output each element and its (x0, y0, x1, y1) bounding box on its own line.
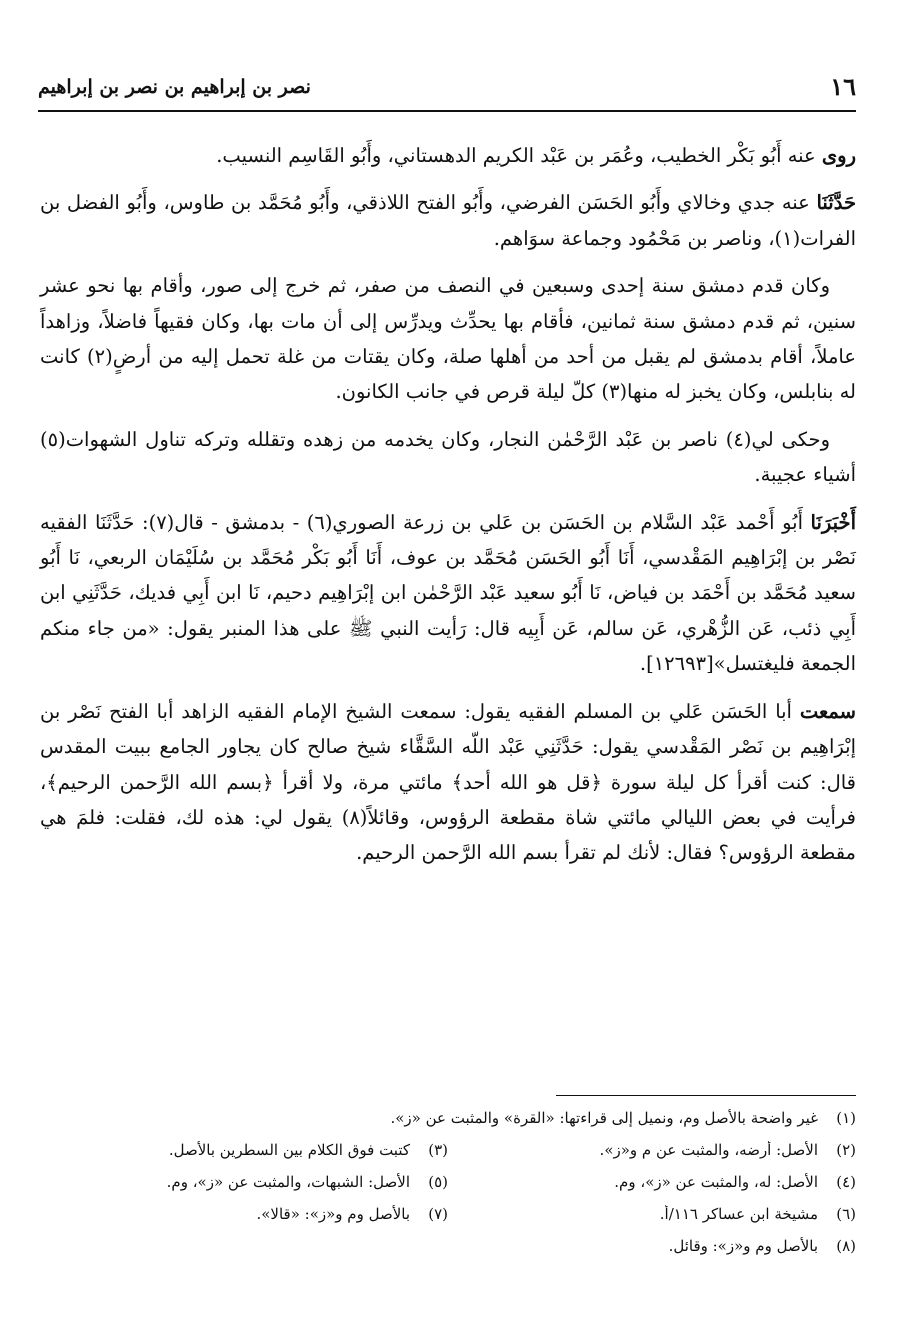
paragraph (40, 138, 856, 173)
footnote-text: الأصل: أرضه، والمثبت عن م و«ز». (599, 1141, 818, 1159)
footnote-number: (١) (836, 1109, 856, 1127)
footnote-separator (556, 1095, 856, 1096)
footnote-text: غير واضحة بالأصل وم، ونميل إلى قراءتها: «القرة» والمثبت عن «ز». (390, 1109, 818, 1127)
footnote (40, 1237, 856, 1255)
footnote-text: مشيخة ابن عساكر ١١٦/أ. (659, 1205, 818, 1223)
footnote-number: (٦) (836, 1205, 856, 1223)
paragraph-lead: حَدَّثَنَا (816, 191, 856, 215)
footnote-text: الأصل: له، والمثبت عن «ز»، وم. (614, 1173, 818, 1191)
paragraph-text: عنه جدي وخالاي وأَبُو الحَسَن الفرضي، وأَبُو الفتح اللاذقي، وأَبُو مُحَمَّد بن طاوس، وأَبُو الفضل بن الفرات(١)، وناصر بن مَحْمُود وجماعة سوَاهم. (40, 191, 856, 250)
footnote-number: (٣) (428, 1141, 448, 1159)
footnote-number: (٨) (836, 1237, 856, 1255)
paragraph-text: أَبُو أَحْمد عَبْد السَّلام بن الحَسَن بن عَلي بن زرعة الصوري(٦) - بدمشق - قال(٧): حَدَّثَنَا الفقيه نَصْر بن إبْرَاهِيم المَقْدسي، أَنَا أَبُو الحَسَن مُحَمَّد بن عوف، أَنَا أَبُو بَكْر مُحَمَّد بن سُلَيْمَان الربعي، نَا أَبُو سعيد مُحَمَّد بن أَحْمَد بن فياض، نَا أَبُو سعيد عَبْد الرَّحْمٰن ابن إبْرَاهِيم دحيم، نَا ابن أَبِي فديك، حَدَّثَنِي ابن أَبِي ذئب، عَن الزُّهْري، عَن سالم، عَن أَبِيه قال: رَأيت النبي ﷺ على هذا المنبر يقول: «من جاء منكم الجمعة فليغتسل»[١٢٦٩٣]. (40, 510, 856, 676)
paragraph-text: وكان قدم دمشق سنة إحدى وسبعين في النصف من صفر، ثم خرج إلى صور، وأقام بها نحو عشر سنين، ثم قدم دمشق سنة ثمانين، فأقام بها يحدِّث ويدرِّس إلى أن مات بها، وكان فقيهاً فاضلاً، وزاهداً عاملاً، أقام بدمشق لم يقبل من أحد من أهلها صلة، وكان يقتات من غلة تحمل إليه من أرضٍ(٢) كانت له بنابلس، وكان يخبز له منها(٣) كلّ ليلة قرص في جانب الكانون. (40, 274, 857, 404)
paragraph (40, 505, 856, 682)
footnote-text: بالأصل وم و«ز»: وقائل. (668, 1237, 818, 1255)
footnote (40, 1109, 856, 1127)
footnote (40, 1141, 448, 1159)
footnote-number: (٤) (836, 1173, 856, 1191)
paragraph (40, 268, 856, 410)
footnote-text: كتبت فوق الكلام بين السطرين بالأصل. (168, 1141, 410, 1159)
paragraph-lead: روى (821, 144, 856, 167)
footnote-row (40, 1198, 856, 1230)
running-head: نصر بن إبراهيم بن نصر بن إبراهيم (38, 76, 311, 98)
footnote (448, 1141, 856, 1159)
paragraph-text: أبا الحَسَن عَلي بن المسلم الفقيه يقول: سمعت الشيخ الإمام الفقيه الزاهد أبا الفتح نَصْر بن إبْرَاهِيم بن نَصْر المَقْدسي يقول: حَدَّثَنِي عَبْد اللّه السَّقَّاء شيخ صالح كان يجاور الجامع ببيت المقدس قال: كنت أقرأ كل ليلة سورة ﴿قل هو الله أحد﴾ مائتي مرة، ولا أقرأ ﴿بسم الله الرَّحمن الرحيم﴾، فرأيت في بعض الليالي مائتي شاة مقطعة الرؤوس، وقائلاً(٨) يقول لي: هذه لك، فقلت: فلمَ هي مقطعة الرؤوس؟ فقال: لأنك لم تقرأ بسم الله الرَّحمن الرحيم. (40, 699, 856, 865)
footnote (40, 1173, 448, 1191)
footnote-row (40, 1102, 856, 1134)
footnote-row (40, 1166, 856, 1198)
main-text (40, 138, 856, 883)
footnote-row (40, 1134, 856, 1166)
footnote-text: الأصل: الشبهات، والمثبت عن «ز»، وم. (166, 1173, 410, 1191)
footnote-row (40, 1230, 856, 1262)
paragraph-text: وحكى لي(٤) ناصر بن عَبْد الرَّحْمٰن النجار، وكان يخدمه من زهده وتقلله وتركه تناول الشهوات(٥) أشياء عجيبة. (40, 427, 856, 487)
paragraph (40, 694, 856, 871)
footnote (448, 1205, 856, 1223)
paragraph (40, 185, 856, 256)
footnote-number: (٥) (428, 1173, 448, 1191)
footnote-text: بالأصل وم و«ز»: «قالا». (256, 1205, 410, 1223)
page-number: ١٦ (830, 72, 856, 101)
page-header (38, 64, 856, 108)
paragraph (40, 422, 856, 493)
paragraph-lead: سمعت (799, 699, 856, 723)
paragraph-lead: أَخْبَرَنَا (810, 510, 857, 534)
footnote-number: (٧) (428, 1205, 448, 1223)
footnote-number: (٢) (836, 1141, 856, 1159)
footnotes (40, 1102, 856, 1262)
header-rule (38, 110, 856, 112)
footnote (40, 1205, 448, 1223)
paragraph-text: عنه أَبُو بَكْر الخطيب، وعُمَر بن عَبْد الكريم الدهستاني، وأَبُو القَاسِم النسيب. (216, 144, 822, 167)
footnote (448, 1173, 856, 1191)
